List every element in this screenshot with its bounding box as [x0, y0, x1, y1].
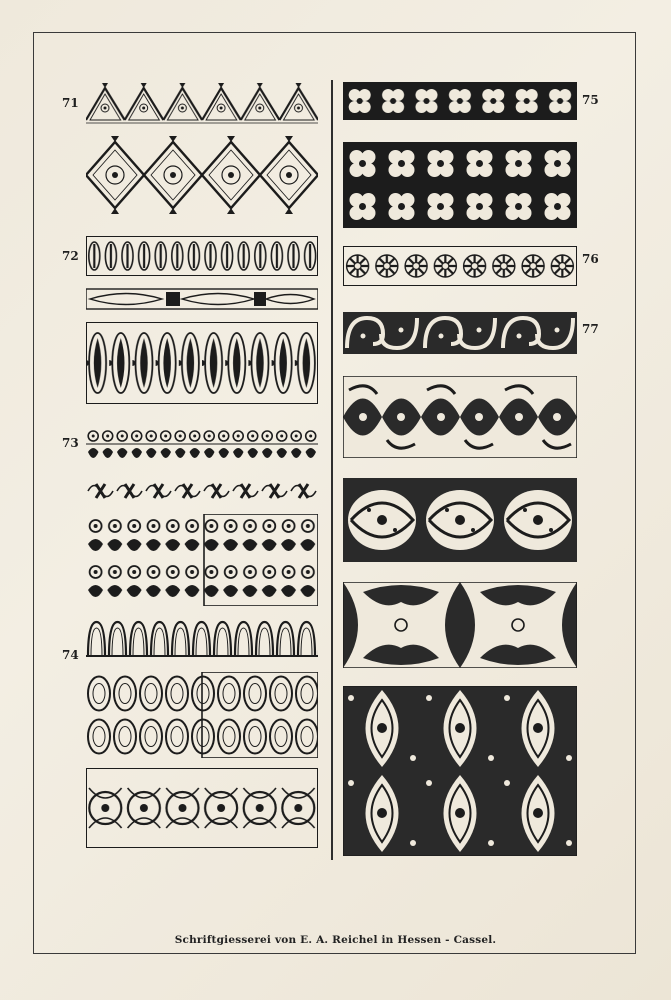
- border-76: [343, 246, 577, 286]
- border-73-small: [86, 426, 318, 468]
- border-72-large: [86, 322, 318, 404]
- specimen-number-74: 74: [62, 648, 79, 662]
- border-71-large: [86, 136, 318, 214]
- border-77-large: [343, 478, 577, 562]
- border-74-small: [86, 616, 318, 662]
- border-77-small: [343, 312, 577, 354]
- border-75-small: [343, 82, 577, 120]
- specimen-number-76: 76: [582, 252, 599, 266]
- printer-caption: Schriftgiesserei von E. A. Reichel in Hessen - Cassel.: [174, 934, 497, 946]
- border-77-panel: [343, 686, 577, 856]
- specimen-number-71: 71: [62, 96, 79, 110]
- column-divider: [331, 80, 333, 860]
- border-75-large: [343, 142, 577, 228]
- specimen-number-72: 72: [62, 249, 79, 263]
- border-73-large: [86, 514, 318, 606]
- border-74-medium: [86, 672, 318, 758]
- specimen-number-73: 73: [62, 436, 79, 450]
- border-77-xlarge: [343, 582, 577, 668]
- border-72-small: [86, 236, 318, 276]
- border-72-strip: [86, 288, 318, 310]
- border-71-small: [86, 82, 318, 124]
- specimen-number-75: 75: [582, 93, 599, 107]
- border-74-large: [86, 768, 318, 848]
- border-73-strip: [86, 478, 318, 504]
- border-77-medium: [343, 376, 577, 458]
- specimen-number-77: 77: [582, 322, 599, 336]
